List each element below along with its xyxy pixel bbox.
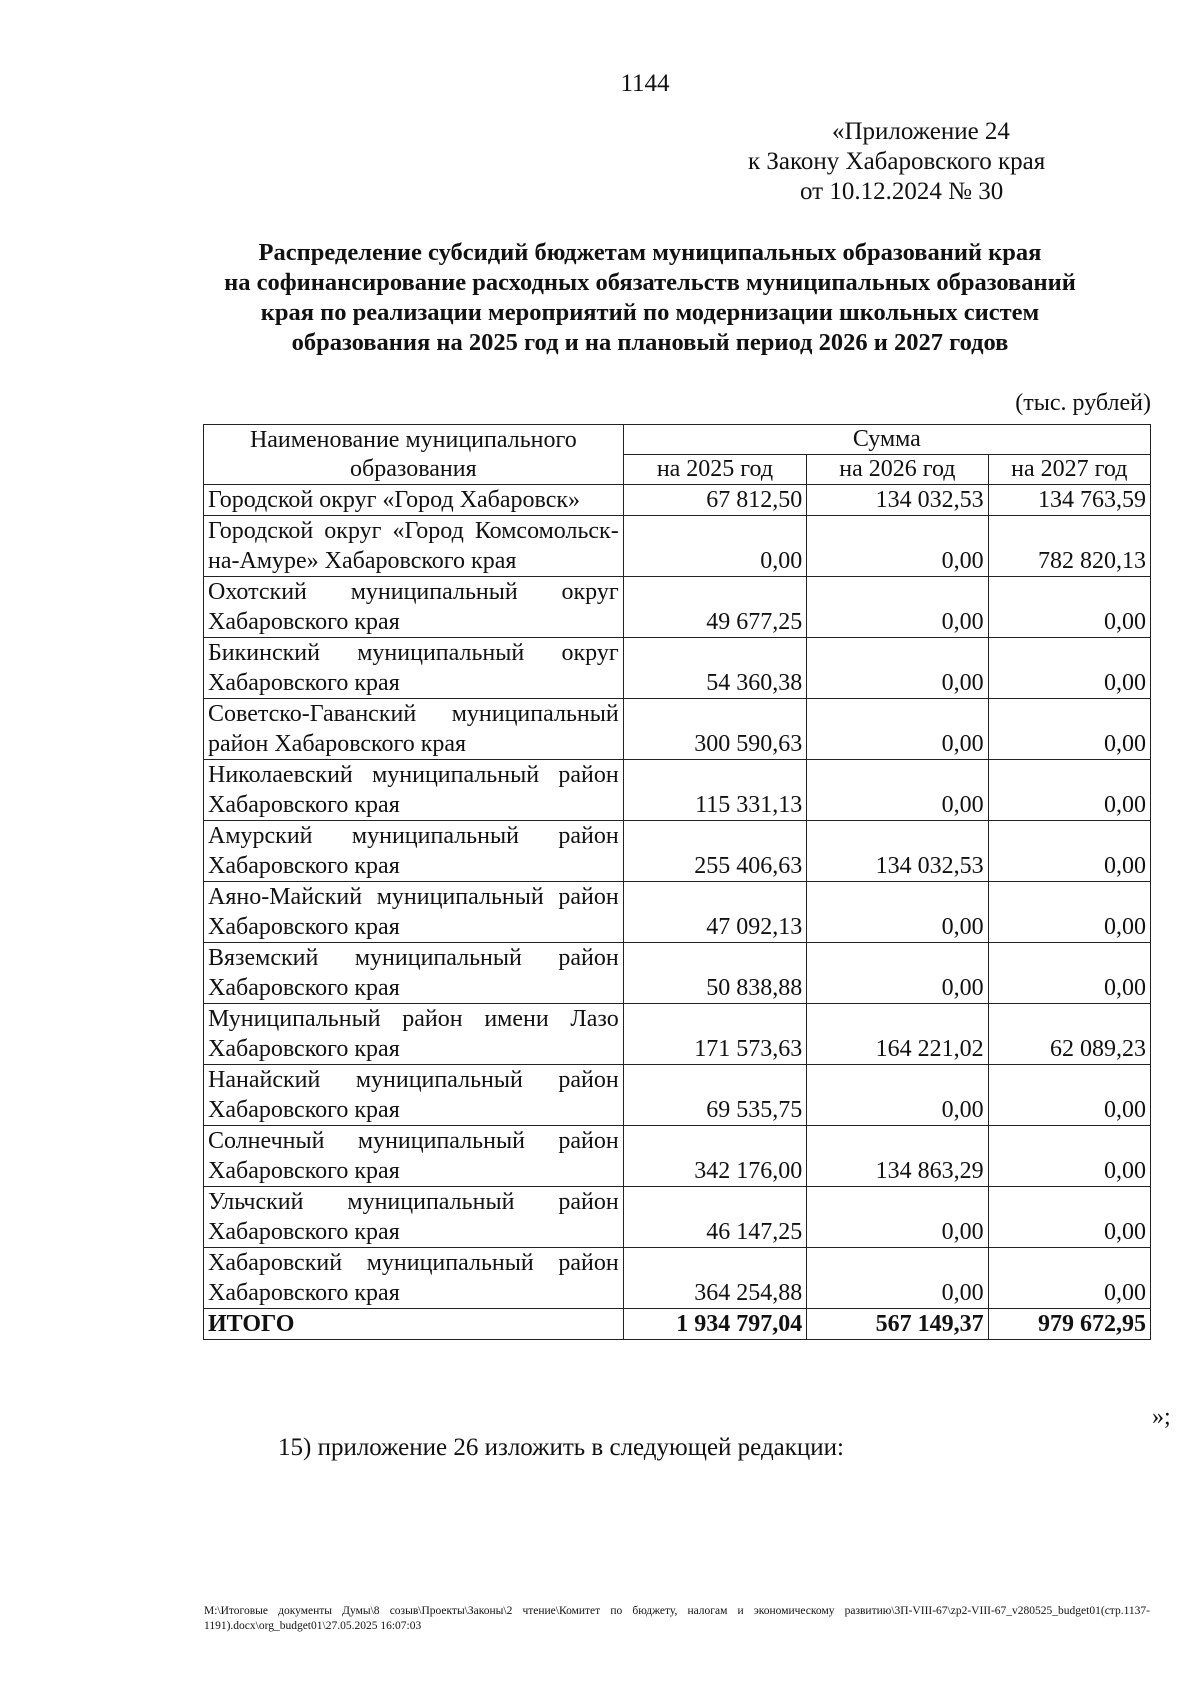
page-number: 1144	[620, 70, 670, 97]
amount-2026: 0,00	[807, 699, 988, 760]
amount-2026: 0,00	[807, 577, 988, 638]
table-row	[204, 516, 1151, 577]
amount-2027: 0,00	[988, 1126, 1150, 1187]
amount-2027: 0,00	[988, 821, 1150, 882]
municipality-name: Муниципальный район имени Лазо Хабаровского края	[204, 1004, 624, 1065]
table-row	[204, 760, 1151, 821]
municipality-name: Хабаровский муниципальный район Хабаровского края	[204, 1248, 624, 1309]
table-row	[204, 1187, 1151, 1248]
amount-2027: 0,00	[988, 577, 1150, 638]
municipality-name: Ульчский муниципальный район Хабаровского края	[204, 1187, 624, 1248]
amount-2025: 69 535,75	[623, 1065, 806, 1126]
table-row	[204, 699, 1151, 760]
municipality-name: Охотский муниципальный округ Хабаровского края	[204, 577, 624, 638]
municipality-name: Бикинский муниципальный округ Хабаровского края	[204, 638, 624, 699]
header-sum: Сумма	[623, 425, 1150, 455]
municipality-name: Городской округ «Город Хабаровск»	[204, 485, 624, 516]
amount-2027: 0,00	[988, 1065, 1150, 1126]
amount-2027: 62 089,23	[988, 1004, 1150, 1065]
amount-2027: 0,00	[988, 1248, 1150, 1309]
municipality-name: Николаевский муниципальный район Хабаровского края	[204, 760, 624, 821]
appendix-line-1: «Приложение 24	[832, 118, 1010, 145]
amount-2025: 255 406,63	[623, 821, 806, 882]
amount-2026: 0,00	[807, 882, 988, 943]
amount-2026: 0,00	[807, 1248, 988, 1309]
title-line-4: образования на 2025 год и на плановый период 2026 и 2027 годов	[291, 329, 1009, 356]
amount-2025: 364 254,88	[623, 1248, 806, 1309]
amount-2026: 134 032,53	[807, 821, 988, 882]
table-row	[204, 485, 1151, 516]
amount-2027: 782 820,13	[988, 516, 1150, 577]
amount-2027: 0,00	[988, 760, 1150, 821]
table-row	[204, 577, 1151, 638]
amount-2025: 342 176,00	[623, 1126, 806, 1187]
amount-2026: 0,00	[807, 638, 988, 699]
header-name: Наименование муниципального образования	[204, 425, 624, 485]
amount-2025: 46 147,25	[623, 1187, 806, 1248]
amount-2026: 0,00	[807, 943, 988, 1004]
amount-2026: 0,00	[807, 1065, 988, 1126]
municipality-name: Вяземский муниципальный район Хабаровского края	[204, 943, 624, 1004]
table-row	[204, 882, 1151, 943]
amount-2026: 0,00	[807, 760, 988, 821]
amount-2027: 0,00	[988, 943, 1150, 1004]
amount-2025: 54 360,38	[623, 638, 806, 699]
total-2025: 1 934 797,04	[623, 1309, 806, 1340]
amount-2027: 0,00	[988, 638, 1150, 699]
table-row	[204, 821, 1151, 882]
amount-2027: 134 763,59	[988, 485, 1150, 516]
amount-2025: 47 092,13	[623, 882, 806, 943]
table-row	[204, 1004, 1151, 1065]
table-row	[204, 1248, 1151, 1309]
total-row	[204, 1309, 1151, 1340]
amount-2025: 300 590,63	[623, 699, 806, 760]
amount-2026: 0,00	[807, 516, 988, 577]
header-2026: на 2026 год	[807, 455, 988, 485]
municipality-name: Амурский муниципальный район Хабаровского края	[204, 821, 624, 882]
appendix-reference	[748, 117, 1148, 207]
table-row	[204, 1126, 1151, 1187]
amount-2025: 0,00	[623, 516, 806, 577]
appendix-line-2: к Закону Хабаровского края	[748, 148, 1046, 175]
amount-2027: 0,00	[988, 882, 1150, 943]
amount-2026: 134 032,53	[807, 485, 988, 516]
municipality-name: Солнечный муниципальный район Хабаровского края	[204, 1126, 624, 1187]
municipality-name: Городской округ «Город Комсомольск-на-Амуре» Хабаровского края	[204, 516, 624, 577]
amount-2025: 171 573,63	[623, 1004, 806, 1065]
total-label: ИТОГО	[204, 1309, 624, 1340]
municipality-name: Аяно-Майский муниципальный район Хабаровского края	[204, 882, 624, 943]
total-2027: 979 672,95	[988, 1309, 1150, 1340]
municipality-name: Нанайский муниципальный район Хабаровского края	[204, 1065, 624, 1126]
next-item-text: 15) приложение 26 изложить в следующей редакции:	[278, 1434, 844, 1461]
units-label: (тыс. рублей)	[1015, 390, 1151, 416]
total-2026: 567 149,37	[807, 1309, 988, 1340]
table-row	[204, 943, 1151, 1004]
amount-2026: 0,00	[807, 1187, 988, 1248]
title-line-1: Распределение субсидий бюджетам муниципальных образований края	[258, 239, 1042, 266]
document-title	[160, 238, 1140, 358]
table-row	[204, 1065, 1151, 1126]
closing-quote: »;	[1152, 1404, 1171, 1430]
municipality-name: Советско-Гаванский муниципальный район Хабаровского края	[204, 699, 624, 760]
amount-2027: 0,00	[988, 1187, 1150, 1248]
amount-2026: 164 221,02	[807, 1004, 988, 1065]
table-row	[204, 638, 1151, 699]
amount-2027: 0,00	[988, 699, 1150, 760]
amount-2025: 115 331,13	[623, 760, 806, 821]
amount-2026: 134 863,29	[807, 1126, 988, 1187]
title-line-3: края по реализации мероприятий по модернизации школьных систем	[260, 299, 1040, 326]
subsidies-table	[203, 424, 1151, 1340]
header-2025: на 2025 год	[623, 455, 806, 485]
header-2027: на 2027 год	[988, 455, 1150, 485]
appendix-line-3: от 10.12.2024 № 30	[800, 178, 1004, 205]
footer-file-path: M:\Итоговые документы Думы\8 созыв\Проекты\Законы\2 чтение\Комитет по бюджету, налогам и экономическому развитию\3П-VIII-67\zp2-VIII-67_v280525_budget01(стр.1137-1191).docx\org_budget01\27.05.2025 16:07:03	[204, 1605, 1150, 1632]
amount-2025: 67 812,50	[623, 485, 806, 516]
amount-2025: 49 677,25	[623, 577, 806, 638]
title-line-2: на софинансирование расходных обязательств муниципальных образований	[224, 269, 1076, 296]
amount-2025: 50 838,88	[623, 943, 806, 1004]
